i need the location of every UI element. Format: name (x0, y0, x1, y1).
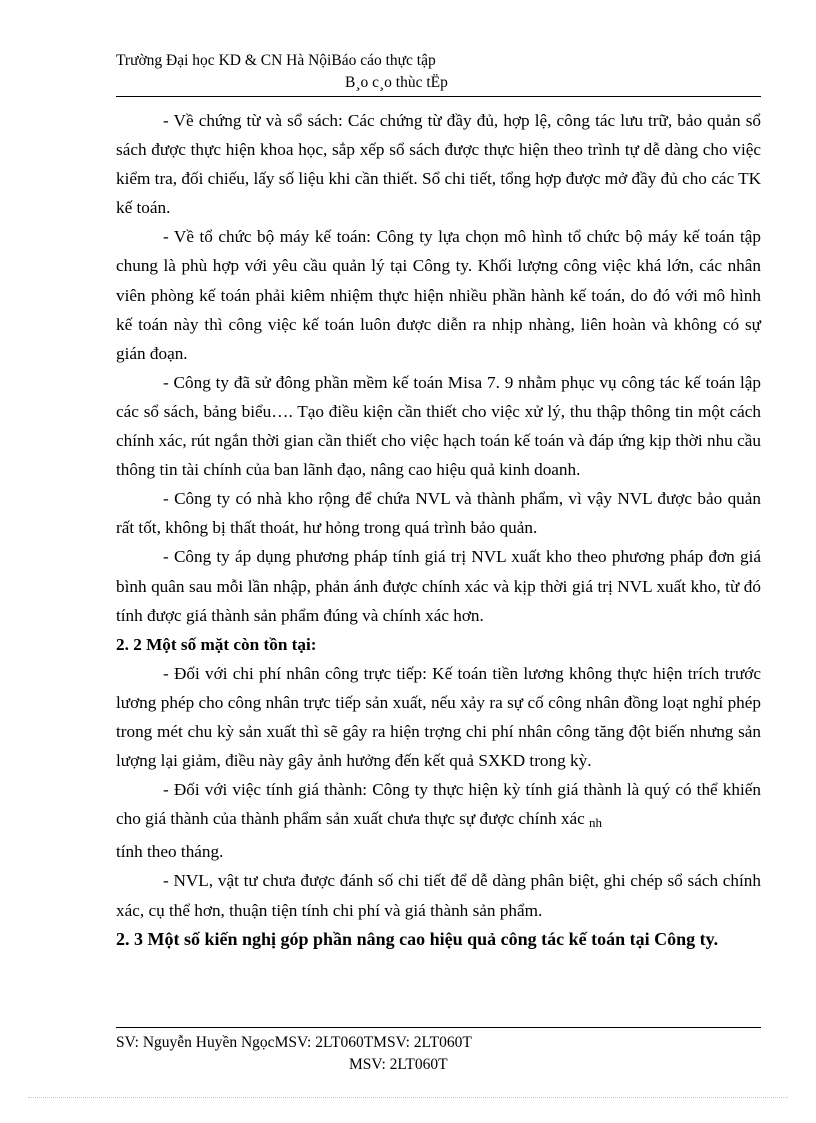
footer-student-info: SV: Nguyễn Huyền NgọcMSV: 2LT060TMSV: 2LT060T (116, 1034, 472, 1051)
section-heading-2-2: 2. 2 Một số mặt còn tồn tại: (116, 634, 317, 654)
page-header (116, 50, 761, 94)
paragraph-organization: - Về tổ chức bộ máy kế toán: Công ty lựa chọn mô hình tổ chức bộ máy kế toán tập chung là phù hợp với yêu cầu quản lý tại Công ty. Khối lượng công việc khá lớn, các nhân viên phòng kế toán phải kiêm nhiệm thực hiện nhiều phần hành kế toán, do đó với mô hình kế toán này thì công việc kế toán luôn được diễn ra nhịp nhàng, liên hoàn và không có sự gián đoạn. (116, 227, 761, 363)
paragraph-costing (116, 775, 761, 866)
paragraph-software: - Công ty đã sử đông phần mềm kế toán Misa 7. 9 nhằm phục vụ công tác kế toán lập các sổ sách, bảng biểu…. Tạo điều kiện cần thiết cho việc xử lý, thu thập thông tin một cách chính xác, rút ngắn thời gian cần thiết cho việc hạch toán kế toán và đáp ứng kịp thời nhu cầu thông tin tài chính của ban lãnh đạo, nâng cao hiệu quả kinh doanh. (116, 372, 761, 480)
paragraph-warehouse: - Công ty có nhà kho rộng để chứa NVL và thành phẩm, vì vậy NVL được bảo quản rất tốt, không bị thất thoát, hư hỏng trong quá trình bảo quản. (116, 489, 761, 538)
page-bottom-dotted-line (28, 1097, 788, 1098)
paragraph-costing-text: - Đối với việc tính giá thành: Công ty thực hiện kỳ tính giá thành là quý có thể khiến cho giá thành của thành phẩm sản xuất chưa thực sự được chính xác (116, 780, 761, 829)
document-body (116, 106, 761, 954)
paragraph-documents: - Về chứng từ và sổ sách: Các chứng từ đầy đủ, hợp lệ, công tác lưu trữ, bảo quản sổ sách được thực hiện khoa học, sắp xếp sổ sách được thực hiện theo trình tự dễ dàng cho việc kiểm tra, đối chiếu, lấy số liệu khi cần thiết. Sổ chi tiết, tổng hợp được mở đầy đủ cho các TK kế toán. (116, 111, 761, 218)
header-divider (116, 96, 761, 97)
paragraph-pricing-method: - Công ty áp dụng phương pháp tính giá trị NVL xuất kho theo phương pháp đơn giá bình quân sau mỗi lần nhập, phản ánh được chính xác và kịp thời giá trị NVL xuất kho, từ đó tính được giá thành sản phẩm đúng và chính xác hơn. (116, 547, 761, 625)
header-school-title: Trường Đại học KD & CN Hà NộiBáo cáo thực tập (116, 52, 436, 69)
footer-student-id: MSV: 2LT060T (349, 1056, 448, 1073)
paragraph-labor-cost: - Đối với chi phí nhân công trực tiếp: Kế toán tiền lương không thực hiện trích trước lương phép cho công nhân trực tiếp sản xuất, nếu xảy ra sự cố công nhân đồng loạt nghỉ phép trong mét chu kỳ sản xuất thì sẽ gây ra hiện trợng chi phí nhân công tăng đột biến nhưng sản lượng lại giảm, điều này gây ảnh hưởng đến kết quả SXKD trong kỳ. (116, 663, 761, 771)
header-report-title: B¸o c¸o thùc tËp (345, 74, 448, 91)
section-heading-2-3: 2. 3 Một số kiến nghị góp phần nâng cao hiệu quả công tác kế toán tại Công ty. (116, 928, 719, 949)
paragraph-costing-continuation: tính theo tháng. (116, 842, 224, 862)
footer-divider (116, 1027, 761, 1028)
paragraph-material-numbering: - NVL, vật tư chưa được đánh số chi tiết để dễ dàng phân biệt, ghi chép sổ sách chính xác, cụ thể hơn, thuận tiện tính chi phí và giá thành sản phẩm. (116, 871, 761, 920)
page-footer (116, 1032, 761, 1076)
stray-subscript-text: nh (589, 815, 603, 831)
